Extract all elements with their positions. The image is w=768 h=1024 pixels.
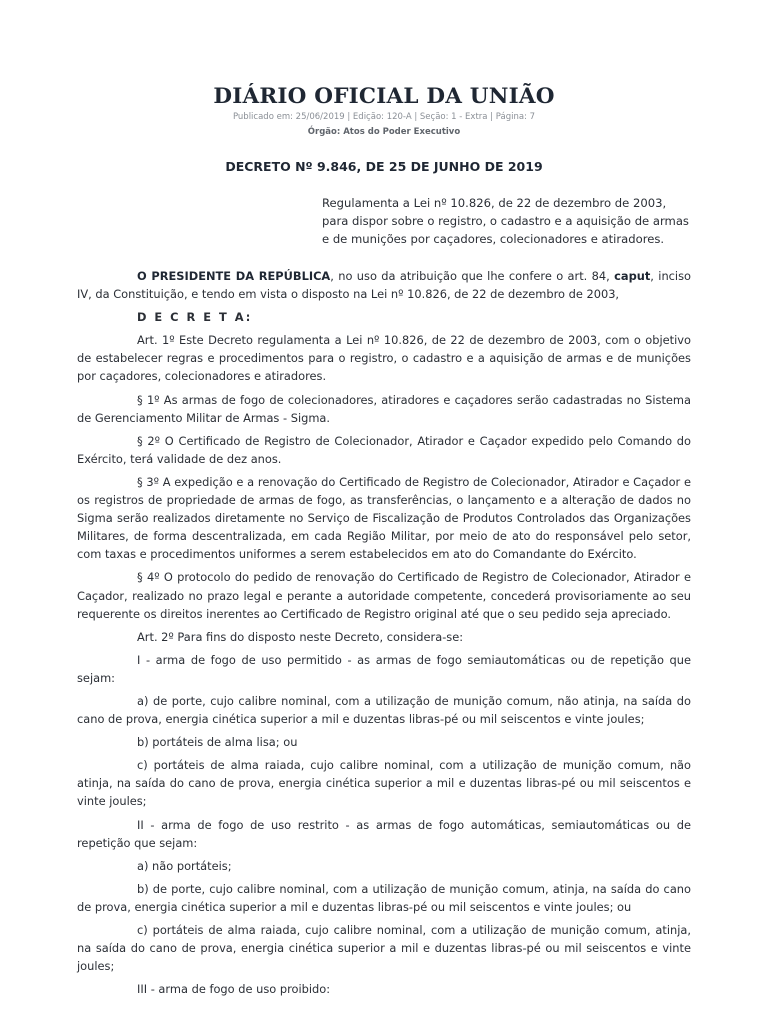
publication-info: Publicado em: 25/06/2019 | Edição: 120-A | Seção: 1 - Extra | Página: 7 <box>232 112 536 122</box>
art-2-inciso-1-a: a) de porte, cujo calibre nominal, com a utilização de munição comum, não atinja, na saída do cano de prova, energia cinética superior a mil e duzentas libras-pé ou mil seiscentos e vinte joules; <box>77 693 691 727</box>
art-2-inciso-2-c: c) portáteis de alma raiada, cujo calibre nominal, com a utilização de munição comum, atinja, na saída do cano de prova, energia cinética superior a mil e duzentas libras-pé ou mil seiscentos e vinte joules; <box>77 923 691 974</box>
decree-ementa: Regulamenta a Lei nº 10.826, de 22 de dezembro de 2003, para dispor sobre o registro, o cadastro e a aquisição de armas e de munições por caçadores, colecionadores e atiradores. <box>322 196 689 246</box>
art-1-par-2: § 2º O Certificado de Registro de Colecionador, Atirador e Caçador expedido pelo Comando do Exército, terá validade de dez anos. <box>77 433 691 466</box>
art-2: Art. 2º Para fins do disposto neste Decreto, considera-se: <box>137 629 464 644</box>
art-2-inciso-2-b: b) de porte, cujo calibre nominal, com a utilização de munição comum, atinja, na saída do cano de prova, energia cinética superior a mil e duzentas libras-pé ou mil seiscentos e vinte joules; ou <box>77 881 691 914</box>
preamble-lead: O PRESIDENTE DA REPÚBLICA <box>137 269 331 283</box>
art-2-inciso-1-c: c) portáteis de alma raiada, cujo calibre nominal, com a utilização de munição comum, não atinja, na saída do cano de prova, energia cinética superior a mil e duzentas libras-pé ou mil seiscentos e vinte joules; <box>77 758 691 809</box>
art-1-par-1: § 1º As armas de fogo de colecionadores, atiradores e caçadores serão cadastradas no Sistema de Gerenciamento Militar de Armas - Sigma. <box>77 392 691 425</box>
decreta-heading: D E C R E T A: <box>137 310 253 325</box>
preamble-text-1: , no uso da atribuição que lhe confere o art. 84, <box>330 269 610 283</box>
preamble <box>77 267 691 303</box>
art-1-par-3: § 3º A expedição e a renovação do Certificado de Registro de Colecionador, Atirador e Caçador e os registros de propriedade de armas de fogo, as transferências, o lançamento e a alteração de dados no Sigma serão realizados diretamente no Serviço de Fiscalização de Produtos Controlados das Organizações Militares, de forma descentralizada, em cada Região Militar, por meio de ato do responsável pelo setor, com taxas e procedimentos uniformes a serem estabelecidos em ato do Comandante do Exército. <box>77 474 691 562</box>
preamble-caput: caput <box>614 269 651 283</box>
art-2-inciso-2-a: a) não portáteis; <box>137 858 232 873</box>
art-2-inciso-3: III - arma de fogo de uso proibido: <box>137 982 331 997</box>
art-1-par-4: § 4º O protocolo do pedido de renovação do Certificado de Registro de Colecionador, Atirador e Caçador, realizado no prazo legal e perante a autoridade competente, concederá provisoriamente ao seu requerente os direitos inerentes ao Certificado de Registro original até que o seu pedido seja apreciado. <box>77 570 691 621</box>
art-2-inciso-1-b: b) portáteis de alma lisa; ou <box>137 735 298 750</box>
decree-title: DECRETO Nº 9.846, DE 25 DE JUNHO DE 2019 <box>225 159 543 174</box>
art-1: Art. 1º Este Decreto regulamenta a Lei nº 10.826, de 22 de dezembro de 2003, com o objetivo de estabelecer regras e procedimentos para o registro, o cadastro e a aquisição de armas e de munições por caçadores, colecionadores e atiradores. <box>77 333 691 384</box>
art-2-inciso-2: II - arma de fogo de uso restrito - as armas de fogo automáticas, semiautomáticas ou de repetição que sejam: <box>77 817 691 850</box>
art-2-inciso-1: I - arma de fogo de uso permitido - as armas de fogo semiautomáticas ou de repetição que sejam: <box>77 652 691 685</box>
preamble-text-2: , inciso IV, da Constituição, e tendo em vista o disposto na Lei nº 10.826, de 22 de dezembro de 2003, <box>77 269 691 302</box>
orgao-label: Órgão: Atos do Poder Executivo <box>307 127 461 137</box>
masthead-title: DIÁRIO OFICIAL DA UNIÃO <box>213 84 555 109</box>
decree-body <box>77 267 691 1003</box>
